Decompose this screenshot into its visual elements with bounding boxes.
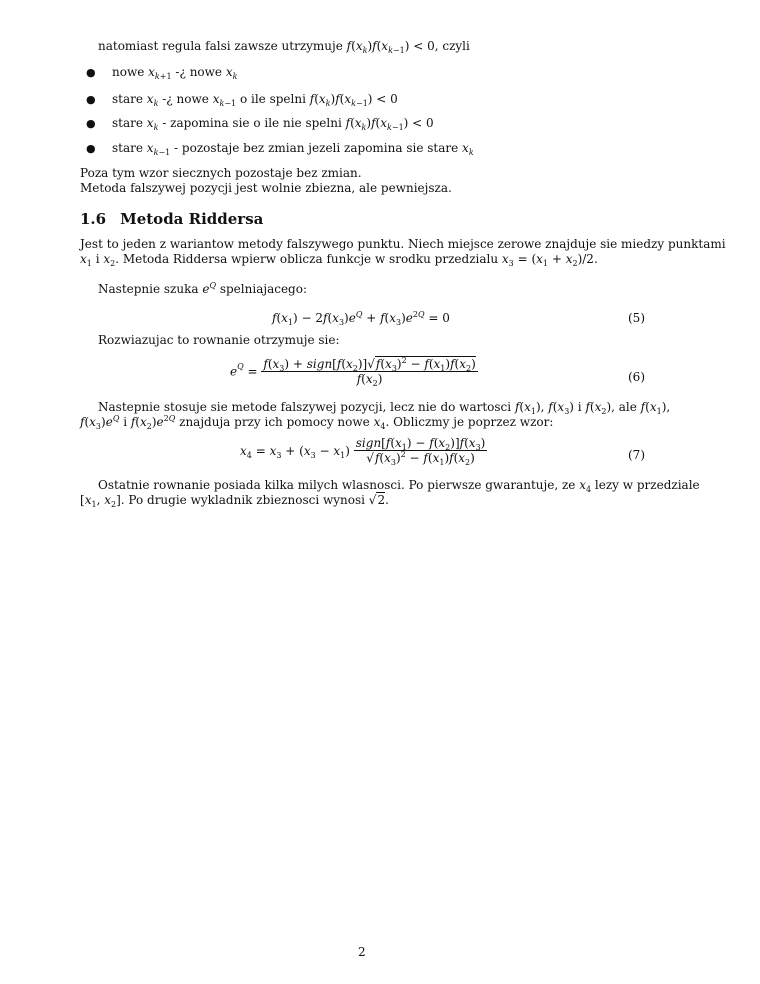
section-number: 1.6 <box>80 210 107 228</box>
paragraph-line: [$x_1$, $x_2$]. Po drugie wykladnik zbieznosci wynosi √2. <box>80 493 389 509</box>
equation-5: $f(x_1) - 2f(x_3)e^Q + f(x_3)e^{2Q} = 0$ <box>272 310 450 327</box>
section-heading <box>80 210 263 228</box>
bullet-item-4: stare $x_{k-1}$ - pozostaje bez zmian jezeli zapomina sie stare $x_k$ <box>112 141 474 157</box>
bullet-item-2: stare $x_k$ -¿ nowe $x_{k-1}$ o ile spelni $f(x_k)f(x_{k-1}) < 0$ <box>112 92 398 108</box>
intro-line: natomiast regula falsi zawsze utrzymuje $f(x_k)f(x_{k-1}) < 0$, czyli <box>98 39 470 55</box>
paragraph-line: $f(x_3)e^Q$ i $f(x_2)e^{2Q}$ znajduja przy ich pomocy nowe $x_4$. Obliczmy je poprzez wzor: <box>80 414 554 431</box>
bullet-icon: ● <box>86 117 96 130</box>
equation-number: (6) <box>628 370 645 384</box>
section-title: Metoda Riddersa <box>120 210 264 228</box>
bullet-icon: ● <box>86 142 96 155</box>
bullet-icon: ● <box>86 93 96 106</box>
bullet-item-3: stare $x_k$ - zapomina sie o ile nie spelni $f(x_k)f(x_{k-1}) < 0$ <box>112 116 434 132</box>
bullet-item-1: nowe $x_{k+1}$ -¿ nowe $x_k$ <box>112 65 238 81</box>
paragraph-line: Nastepnie szuka $e^Q$ spelniajacego: <box>98 281 307 296</box>
paragraph-line: $x_1$ i $x_2$. Metoda Riddersa wpierw oblicza funkcje w srodku przedzialu $x_3 = (x_1 + x_2)/2$. <box>80 252 598 268</box>
equation-number: (7) <box>628 448 645 462</box>
bullet-icon: ● <box>86 66 96 79</box>
paragraph-line: Poza tym wzor siecznych pozostaje bez zmian. <box>80 166 362 180</box>
page-number: 2 <box>358 945 366 959</box>
paragraph-line: Metoda falszywej pozycji jest wolnie zbiezna, ale pewniejsza. <box>80 181 452 195</box>
paragraph-line: Jest to jeden z wariantow metody falszywego punktu. Niech miejsce zerowe znajduje sie miedzy punktami <box>80 237 726 251</box>
equation-6: $e^Q$ = $\frac{f(x_3) + sign[f(x_2)]√f(x_3)^2 - f(x_1)f(x_2)}{f(x_2)}$ <box>230 356 476 388</box>
paragraph-line: Ostatnie rownanie posiada kilka milych wlasnosci. Po pierwsze gwarantuje, ze $x_4$ lezy w przedziale <box>98 478 700 494</box>
equation-number: (5) <box>628 311 645 325</box>
paragraph-line: Rozwiazujac to rownanie otrzymuje sie: <box>98 333 340 347</box>
paragraph-line: Nastepnie stosuje sie metode falszywej pozycji, lecz nie do wartosci $f(x_1)$, $f(x_3)$ i $f(x_2)$, ale $f(x_1)$, <box>98 400 671 416</box>
equation-7: $x_4 = x_3 + (x_3 - x_1)$ $\frac{sign[f(x_1) - f(x_2)]f(x_3)}{√f(x_3)^2 - f(x_1)f(x_2)}$ <box>240 436 486 467</box>
